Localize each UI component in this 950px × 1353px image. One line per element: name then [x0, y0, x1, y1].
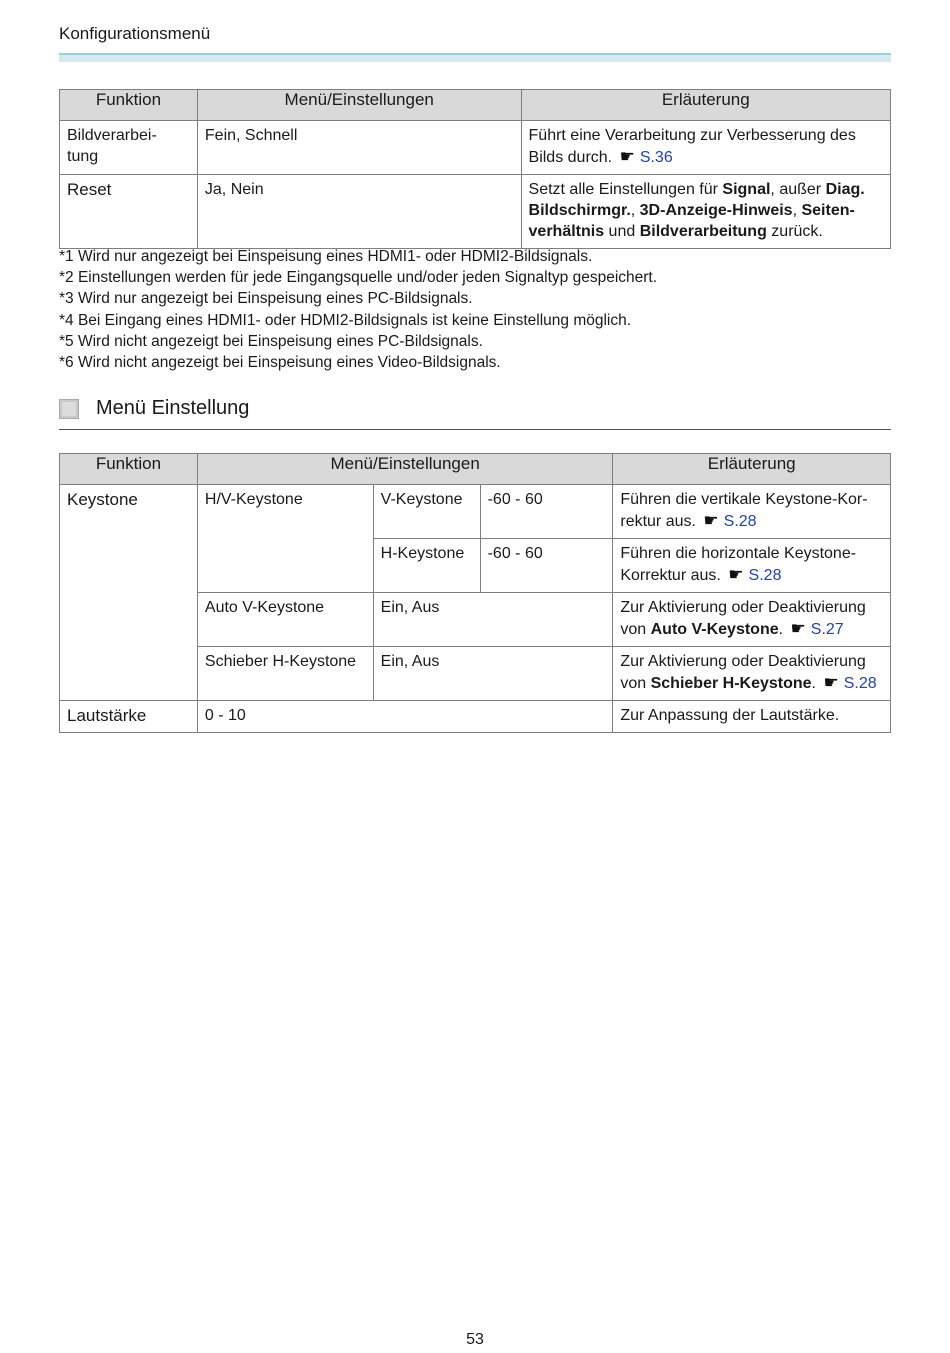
range-cell: -60 - 60 — [480, 539, 613, 593]
menu-cell: Schieber H-Keystone — [197, 647, 373, 701]
settings-table-2 — [59, 453, 891, 733]
table-row — [60, 485, 891, 539]
header-funktion: Funktion — [60, 454, 198, 485]
menu-cell: H/V-Keystone — [197, 485, 373, 593]
function-cell: Reset — [60, 175, 198, 249]
description-cell: Zur Aktivierung oder Deaktivierung von Auto V-Keystone. ☛ S.27 — [613, 593, 891, 647]
header-menu-settings: Menü/Einstellungen — [197, 454, 612, 485]
pointing-hand-icon: ☛ — [703, 511, 719, 530]
page-reference-link[interactable]: S.36 — [639, 149, 673, 166]
menu-cell: Auto V-Keystone — [197, 593, 373, 647]
footnote: *4 Bei Eingang eines HDMI1- oder HDMI2-Bildsignals ist keine Einstellung möglich. — [59, 311, 632, 329]
header-rule — [59, 53, 891, 62]
description-text: Führt eine Verarbeitung zur Verbesserung des Bilds durch. — [528, 127, 856, 166]
function-cell: Bildverarbei- tung — [60, 121, 198, 175]
footnote: *1 Wird nur angezeigt bei Einspeisung eines HDMI1- oder HDMI2-Bildsignals. — [59, 248, 593, 265]
submenu-cell: H-Keystone — [373, 539, 480, 593]
pointing-hand-icon: ☛ — [728, 565, 744, 584]
footnote: *5 Wird nicht angezeigt bei Einspeisung eines PC-Bildsignals. — [59, 332, 483, 350]
pointing-hand-icon: ☛ — [619, 147, 635, 166]
page-reference-link[interactable]: S.28 — [843, 675, 877, 692]
description-cell: Zur Anpassung der Lautstärke. — [613, 701, 891, 733]
settings-cell: 0 - 10 — [197, 701, 612, 733]
section-heading — [59, 396, 891, 430]
settings-cell: Ein, Aus — [373, 593, 613, 647]
section-square-icon — [59, 399, 79, 419]
page-reference-link[interactable]: S.28 — [748, 567, 782, 584]
section-title: Menü Einstellung — [96, 397, 250, 419]
header-erlaeuterung: Erläuterung — [613, 454, 891, 485]
pointing-hand-icon: ☛ — [790, 619, 806, 638]
page-number: 53 — [466, 1331, 484, 1348]
footnotes — [59, 246, 657, 373]
description-cell — [521, 121, 890, 175]
settings-cell: Fein, Schnell — [197, 121, 521, 175]
page-header: Konfigurationsmenü — [59, 24, 211, 43]
header-erlaeuterung: Erläuterung — [521, 90, 890, 121]
pointing-hand-icon: ☛ — [823, 673, 839, 692]
range-cell: -60 - 60 — [480, 485, 613, 539]
table-row — [60, 175, 891, 249]
description-cell: Zur Aktivierung oder Deaktivierung von Schieber H-Keystone. ☛ S.28 — [613, 647, 891, 701]
footnote: *3 Wird nur angezeigt bei Einspeisung eines PC-Bildsignals. — [59, 290, 473, 308]
table-row — [60, 121, 891, 175]
function-cell: Lautstärke — [60, 701, 198, 733]
table-row — [60, 701, 891, 733]
description-cell: Führen die vertikale Keystone-Kor-rektur aus. ☛ S.28 — [613, 485, 891, 539]
settings-cell: Ein, Aus — [373, 647, 613, 701]
footnote: *6 Wird nicht angezeigt bei Einspeisung eines Video-Bildsignals. — [59, 354, 501, 372]
description-cell: Führen die horizontale Keystone-Korrektur aus. ☛ S.28 — [613, 539, 891, 593]
function-cell: Keystone — [60, 485, 198, 701]
page-reference-link[interactable]: S.28 — [723, 513, 757, 530]
header-funktion: Funktion — [60, 90, 198, 121]
description-cell: Setzt alle Einstellungen für Signal, außer Diag. Bildschirmgr., 3D-Anzeige-Hinweis, Seiten-verhältnis und Bildverarbeitung zurück. — [521, 175, 890, 249]
settings-table-1 — [59, 89, 891, 249]
submenu-cell: V-Keystone — [373, 485, 480, 539]
header-menu-settings: Menü/Einstellungen — [197, 90, 521, 121]
page-reference-link[interactable]: S.27 — [810, 621, 844, 638]
settings-cell: Ja, Nein — [197, 175, 521, 249]
footnote: *2 Einstellungen werden für jede Eingangsquelle und/oder jeden Signaltyp gespeichert. — [59, 269, 658, 287]
